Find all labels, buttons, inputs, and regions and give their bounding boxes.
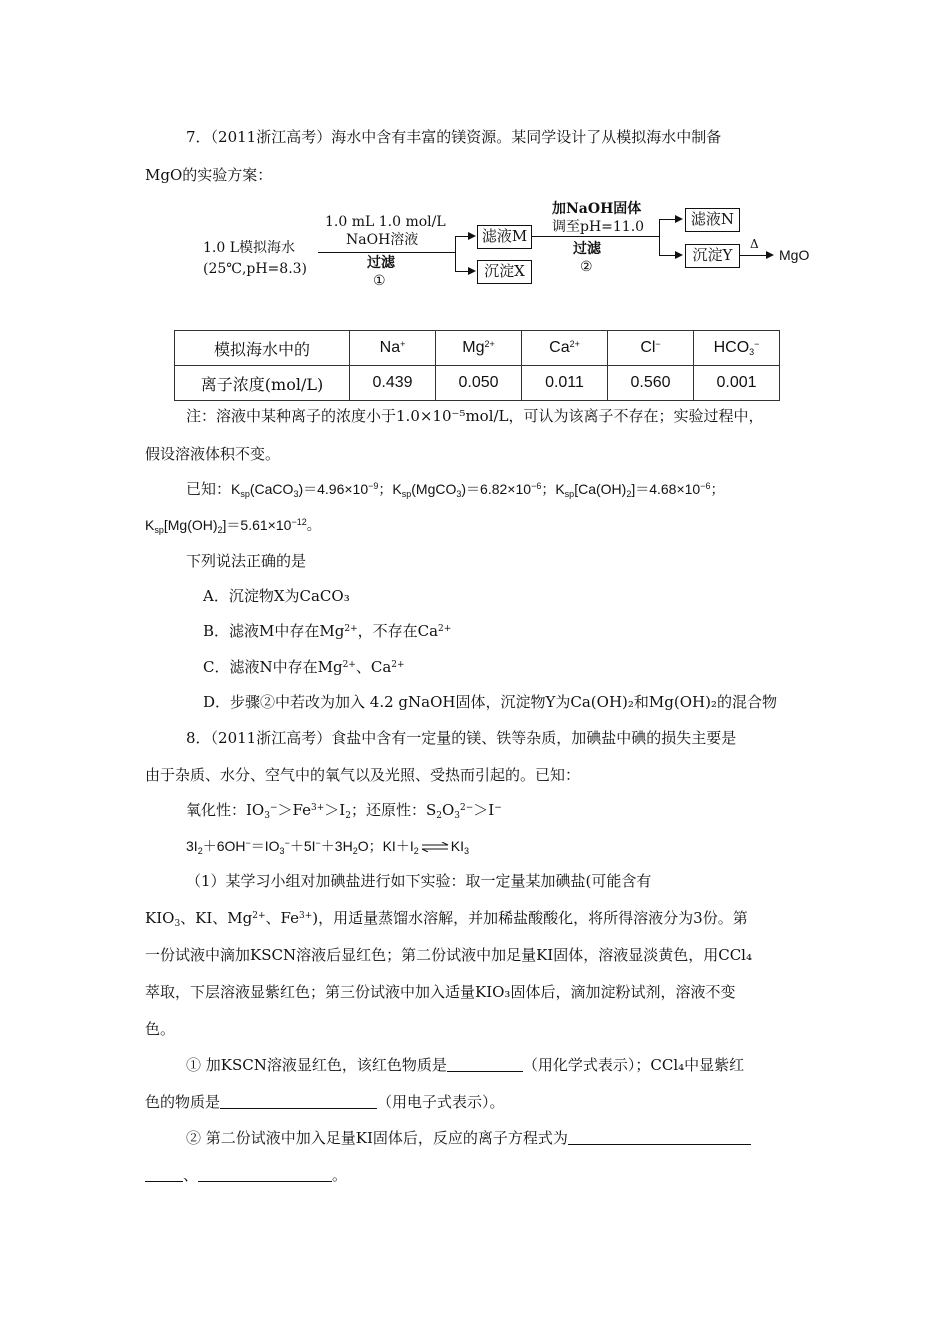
flow-main-line-1 — [318, 252, 455, 253]
table-cell: 0.560 — [608, 366, 694, 401]
table-row — [175, 366, 780, 401]
q7-question: 下列说法正确的是 — [186, 552, 307, 570]
table-ion-header: $Ca^{2+}$ — [522, 331, 608, 366]
table-cell: 0.011 — [522, 366, 608, 401]
q8-sub1-prompt: ① 加KSCN溶液显红色，该红色物质是 — [186, 1056, 447, 1074]
q8-sub2-separator: 、 — [183, 1166, 199, 1184]
table-ion-header: $HCO_3^-$ — [694, 331, 780, 366]
flow-arrowhead — [675, 215, 683, 223]
flow-precip-y-box — [685, 244, 740, 268]
flow-seawater-label: 1.0 L模拟海水 — [203, 240, 296, 256]
q7-given-line-1: 已知：$K_{sp}(CaCO_3)=4.96\times 10^{-9}$；$K_{sp}(MgCO_3)=6.82\times 10^{-6}$；$K_{sp}[Ca(OH)_2]=4.68\times 10^{-6}$； — [186, 480, 725, 499]
flow-precip-x-label: 沉淀X — [484, 262, 525, 280]
q8-sub1-prompt-3: 色的物质是 — [145, 1093, 221, 1111]
ion-concentration-table — [174, 330, 780, 401]
q8-sub2-line-1 — [186, 1128, 751, 1148]
flow-branch-1-top — [455, 236, 469, 237]
q8-sub2-line-2 — [145, 1165, 347, 1185]
q8-part1-line-1: （1）某学习小组对加碘盐进行如下实验：取一定量某加碘盐(可能含有 — [186, 872, 652, 890]
answer-blank[interactable] — [568, 1130, 751, 1145]
q8-sub1-line-2 — [145, 1092, 505, 1112]
q8-sub2-end: 。 — [332, 1166, 348, 1184]
q8-redox-order: 氧化性：$IO_3^->Fe^{3+}>I_2$；还原性：$S_2O_3^{2-}>I^-$ — [186, 801, 502, 821]
q8-sub2-prompt: ② 第二份试液中加入足量KI固体后，反应的离子方程式为 — [186, 1129, 568, 1147]
flow-step2-number: ② — [580, 259, 593, 275]
q7-option-a: A．沉淀物X为CaCO₃ — [203, 587, 350, 605]
flow-reagent1-name: NaOH溶液 — [346, 232, 419, 248]
table-ion-header: Cl− — [608, 331, 694, 366]
q8-sub1-line-1 — [186, 1055, 744, 1075]
q8-sub1-prompt-2: （用化学式表示）；CCl₄中显紫红 — [522, 1056, 745, 1074]
flow-branch-2-bottom — [659, 255, 676, 256]
table-cell: 0.050 — [436, 366, 522, 401]
flow-main-line-2 — [531, 236, 659, 237]
q7-intro-line-2: MgO的实验方案： — [145, 166, 273, 184]
flow-filtrate-m-label: 滤液M — [481, 227, 528, 245]
q8-intro-line-2: 由于杂质、水分、空气中的氧气以及光照、受热而引起的。已知： — [145, 766, 581, 784]
flow-reagent2-line1: 加NaOH固体 — [552, 201, 642, 217]
answer-blank[interactable] — [447, 1057, 523, 1072]
q8-part1-line-5: 色。 — [145, 1020, 176, 1038]
q7-given-label: 已知： — [186, 480, 232, 498]
flow-precip-y-label: 沉淀Y — [692, 246, 733, 264]
flow-branch-2-top — [659, 219, 676, 220]
flow-reagent1-amount: 1.0 mL 1.0 mol/L — [325, 214, 446, 230]
flow-branch-1 — [455, 236, 456, 272]
q7-option-b: B．滤液M中存在$Mg^{2+}$，不存在$Ca^{2+}$ — [203, 622, 452, 640]
q7-intro-line-1: 7．（2011浙江高考）海水中含有丰富的镁资源。某同学设计了从模拟海水中制备 — [186, 128, 722, 146]
q7-given-line-2: $K_{sp}[Mg(OH)_2]=5.61\times 10^{-12}$。 — [145, 517, 321, 535]
flow-precip-x-box — [477, 260, 532, 284]
flow-branch-1-bottom — [455, 271, 469, 272]
flow-filtrate-m-box — [477, 225, 532, 249]
flow-reagent2-line2: 调至pH=11.0 — [552, 219, 645, 235]
q8-part1-line-2: $KIO_3$、KI、$Mg^{2+}$、$Fe^{3+}$)，用适量蒸馏水溶解，并加稀盐酸酸化，将所得溶液分为3份。第 — [145, 909, 748, 929]
answer-blank[interactable] — [145, 1167, 183, 1182]
flow-arrowhead — [468, 267, 476, 275]
table-row-header: 离子浓度(mol/L) — [175, 366, 350, 401]
q8-part1-line-3: 一份试液中滴加KSCN溶液后显红色；第二份试液中加足量KI固体，溶液显淡黄色，用CCl₄ — [145, 946, 752, 964]
table-cell: 0.001 — [694, 366, 780, 401]
flow-arrowhead — [675, 251, 683, 259]
flow-heat-symbol: Δ — [750, 237, 759, 251]
q7-note-line-1: 注：溶液中某种离子的浓度小于1.0×10⁻⁵mol/L，可认为该离子不存在；实验过程中， — [186, 407, 764, 425]
q7-note-line-2: 假设溶液体积不变。 — [145, 445, 281, 463]
flow-step2-label: 过滤 — [573, 241, 601, 257]
equilibrium-arrow-icon — [421, 837, 449, 857]
flow-step1-label: 过滤 — [367, 255, 395, 271]
answer-blank[interactable] — [220, 1094, 377, 1109]
flow-filtrate-n-label: 滤液N — [690, 210, 735, 228]
flow-arrowhead — [766, 251, 774, 259]
flow-heat-line — [739, 255, 767, 256]
flow-filtrate-n-box — [685, 208, 740, 232]
table-ion-header: $Mg^{2+}$ — [436, 331, 522, 366]
flow-seawater-conditions: (25℃,pH=8.3) — [203, 261, 308, 277]
q8-part1-line-4: 萃取，下层溶液显紫红色；第三份试液中加入适量KIO₃固体后，滴加淀粉试剂，溶液不变 — [145, 983, 736, 1001]
q8-sub1-prompt-4: （用电子式表示）。 — [377, 1093, 505, 1111]
table-row — [175, 331, 780, 366]
answer-blank[interactable] — [198, 1167, 332, 1182]
flow-step1-number: ① — [373, 273, 386, 289]
table-cell: 0.439 — [350, 366, 436, 401]
flow-arrowhead — [468, 232, 476, 240]
q8-part1-line-2-text: ，用适量蒸馏水溶解，并加稀盐酸酸化，将所得溶液分为3份。第 — [318, 909, 748, 927]
flow-product-label: MgO — [779, 247, 810, 263]
q7-option-c: C．滤液N中存在$Mg^{2+}$、$Ca^{2+}$ — [203, 658, 405, 676]
q8-equations: $3I_2+6OH^-=IO_3^-+5I^-+3H_2O$；$KI+I_2$ $KI_3$ — [186, 838, 469, 856]
table-row-header: 模拟海水中的 — [175, 331, 350, 366]
q7-option-d: D．步骤②中若改为加入 4.2 gNaOH固体，沉淀物Y为Ca(OH)₂和Mg(OH)₂的混合物 — [203, 693, 777, 711]
q8-intro-line-1: 8．（2011浙江高考）食盐中含有一定量的镁、铁等杂质，加碘盐中碘的损失主要是 — [186, 729, 737, 747]
flow-branch-2 — [659, 219, 660, 256]
table-ion-header: Na+ — [350, 331, 436, 366]
